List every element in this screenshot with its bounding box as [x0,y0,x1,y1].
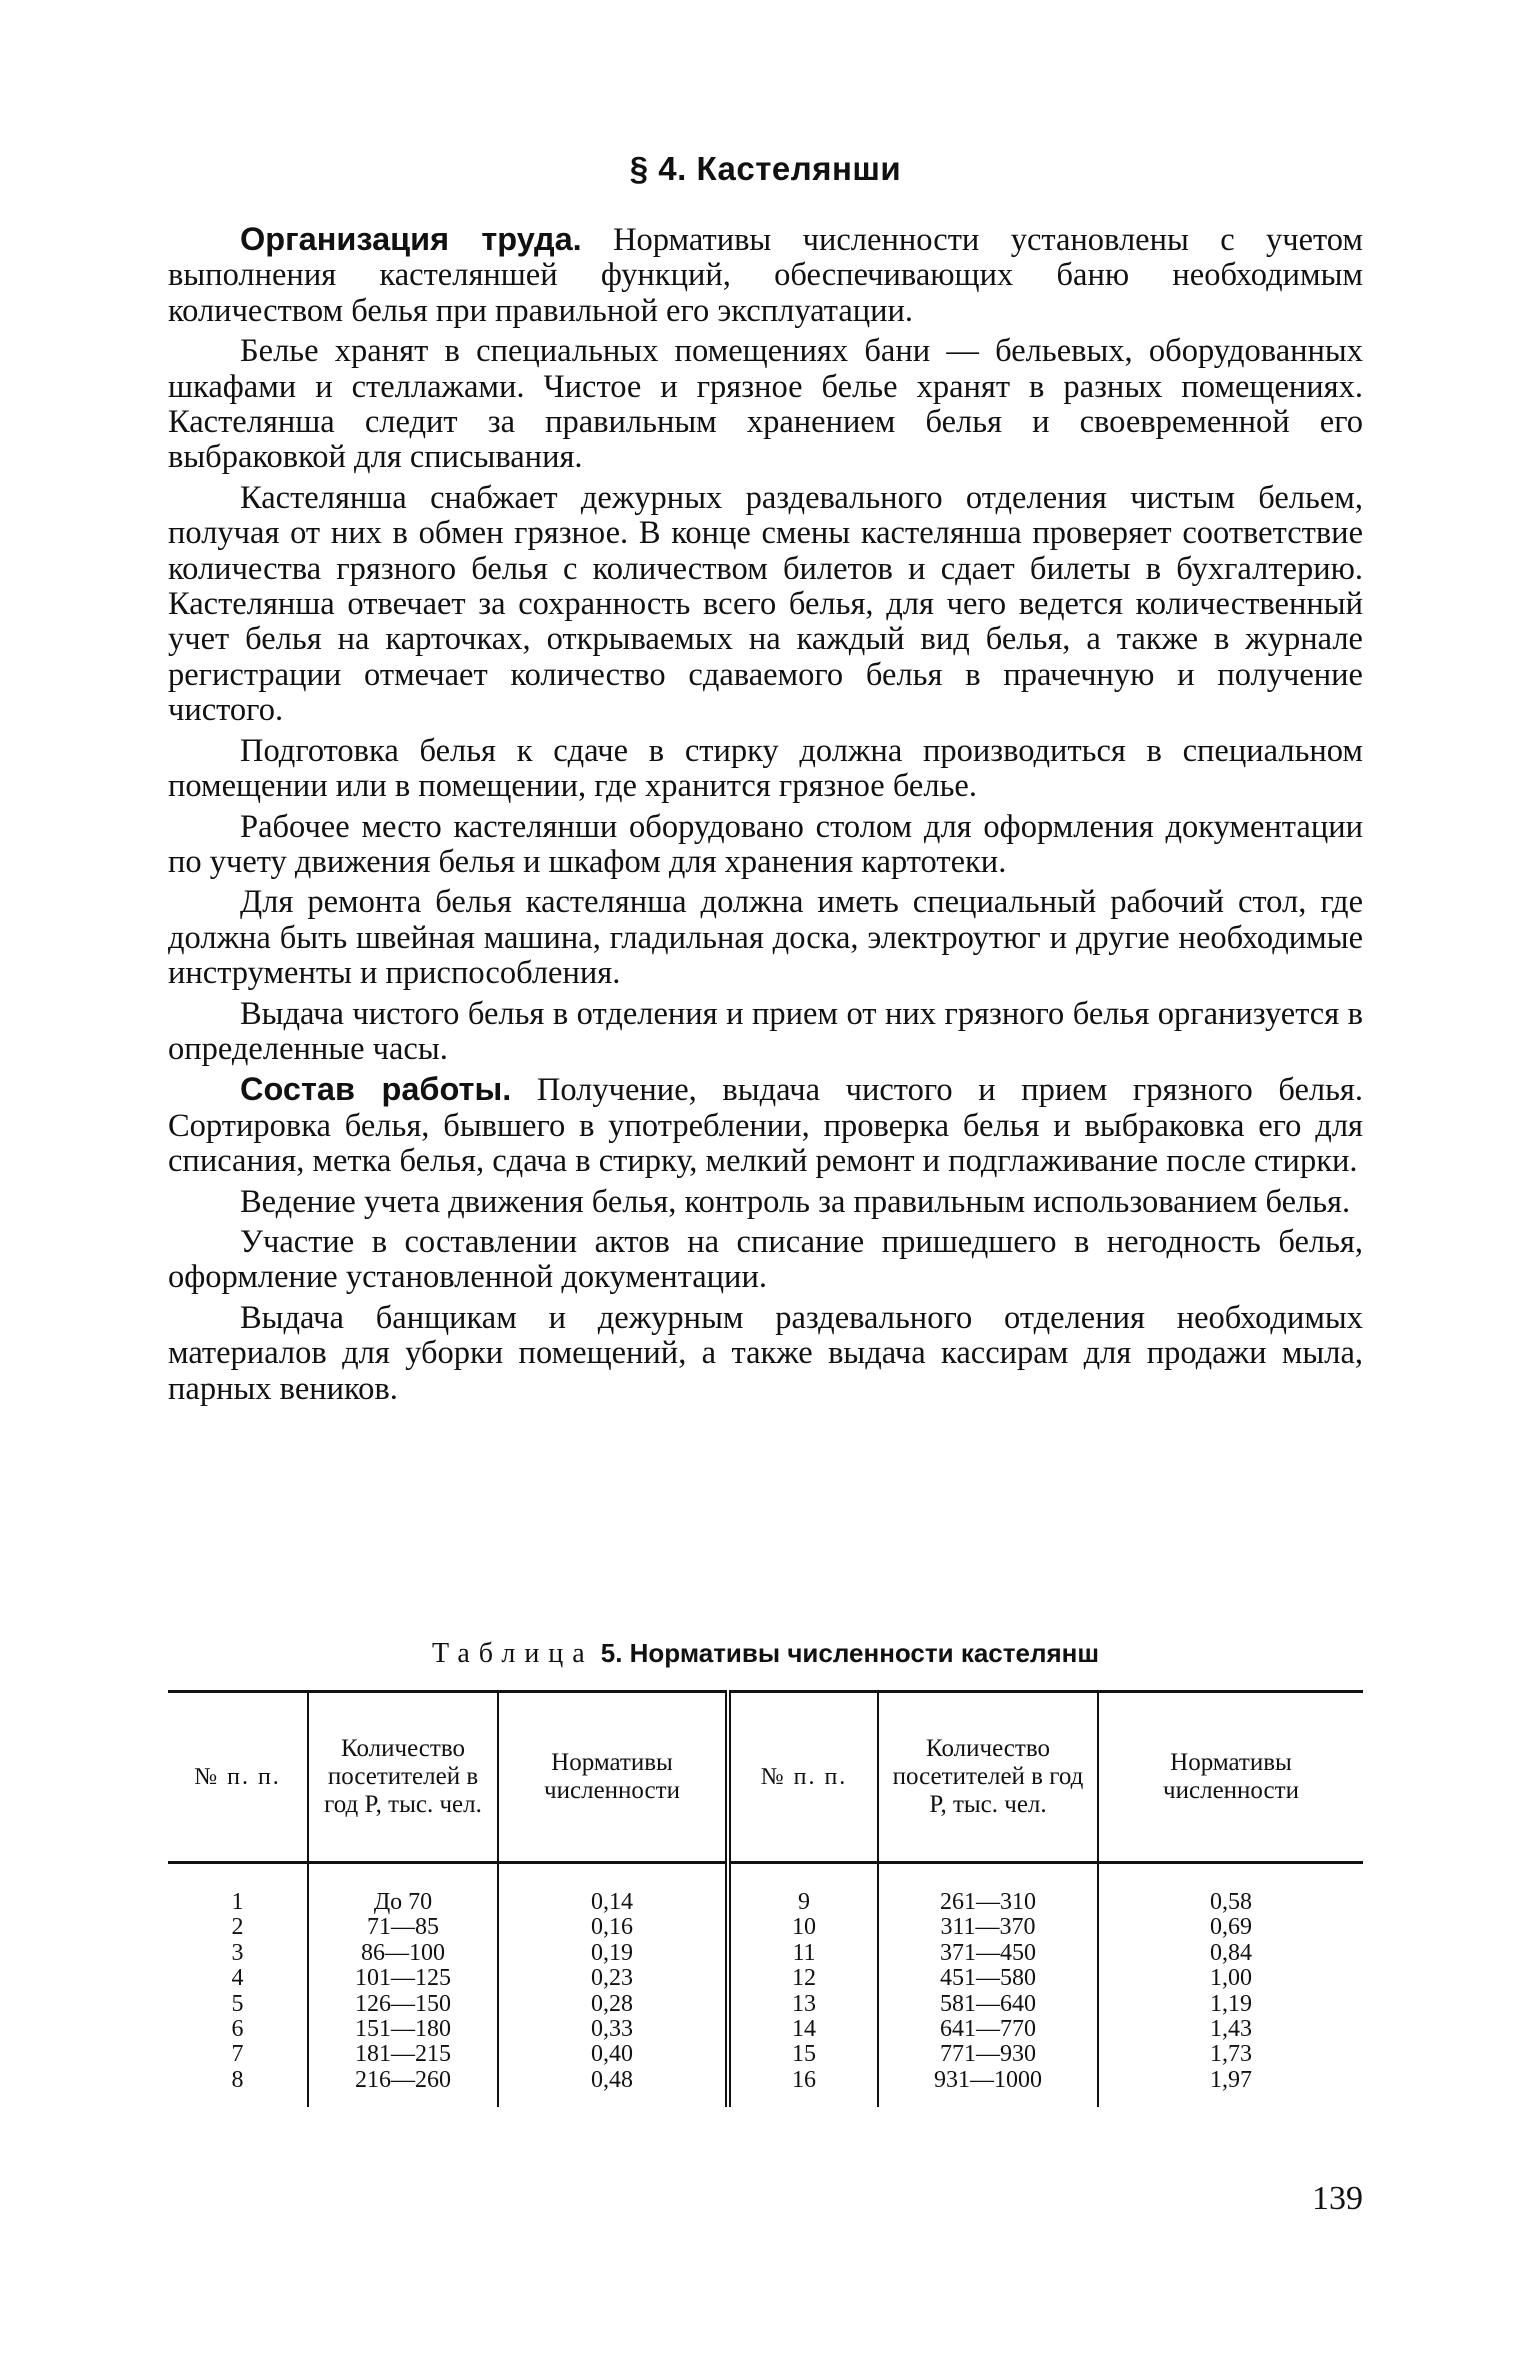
paragraph-text: Рабочее место кастелянши оборудовано столом для оформления документации по учету движения белья и шкафом для хранения картотеки. [168,808,1363,880]
paragraph [168,997,1363,1068]
paragraph [168,885,1363,991]
book-page [168,0,1363,2362]
visitors-cell [308,1863,498,2108]
table-caption-word: Таблица [431,1638,594,1669]
column-header-norms: Нормативы численности [498,1692,728,1863]
table-caption [168,1638,1363,1670]
cell-value: До 70 71—85 86—100 101—125 126—150 151—180 181—215 216—260 [355,1889,451,2093]
paragraph-lead: Состав работы. [240,1071,512,1108]
numbers-cell [168,1863,308,2108]
paragraph [168,1225,1363,1296]
paragraph [168,334,1363,476]
column-header-visitors: Количество посетителей в год P, тыс. чел. [308,1692,498,1863]
paragraph-text: Участие в составлении актов на списание пришедшего в негодность белья, оформление установленной документации. [168,1223,1363,1296]
paragraph-text: Подготовка белья к сдаче в стирку должна производиться в специальном помещении или в помещении, где хранится грязное белье. [168,732,1363,805]
page-number: 139 [1312,2180,1363,2217]
paragraph [168,1072,1363,1179]
cell-value: 9 10 11 12 13 14 15 16 [792,1889,816,2093]
paragraph-text: Получение, выдача чистого и прием грязного белья. Сортировка белья, бывшего в употреблении, проверка белья и выбраковка его для списания, метка белья, сдача в стирку, мелкий ремонт и подглаживание после стирки. [168,1072,1363,1180]
paragraph [168,1185,1363,1220]
paragraph [168,222,1363,329]
table-caption-title: 5. Нормативы численности кастелянш [600,1638,1100,1668]
paragraph-text: Кастелянша снабжает дежурных раздевального отделения чистым бельем, получая от них в обмен грязное. В конце смены кастелянша проверяет соответствие количества грязного белья с количеством билетов и сдает билеты в бухгалтерию. Кастелянша отвечает за сохранность всего белья, для чего ведется количественный учет белья на карточках, открываемых на каждый вид белья, а также в журнале регистрации отмечает количество сдаваемого белья в прачечную и получение чистого. [168,479,1363,729]
norms-table [168,1690,1363,2107]
column-header-number: № п. п. [168,1692,308,1863]
cell-value: 261—310 311—370 371—450 451—580 581—640 641—770 771—930 931—1000 [934,1889,1042,2093]
norms-cell [498,1863,728,2108]
paragraph-text: Выдача чистого белья в отделения и прием от них грязного белья организуется в определенные часы. [168,995,1363,1067]
cell-value: 0,14 0,16 0,19 0,23 0,28 0,33 0,40 0,48 [591,1889,633,2093]
table-header-row [168,1692,1363,1863]
norms-cell [1098,1863,1363,2108]
section-heading: § 4. Кастелянши [629,150,902,187]
column-header-visitors: Количество посетителей в год P, тыс. чел. [878,1692,1098,1863]
paragraph-text: Нормативы численности установлены с учетом выполнения кастеляншей функций, обеспечивающих баню необходимым количеством белья при правильной его эксплуатации. [168,222,1363,329]
paragraph [168,1301,1363,1407]
column-header-norms: Нормативы численности [1098,1692,1363,1863]
paragraph-text: Для ремонта белья кастелянша должна иметь специальный рабочий стол, где должна быть швейная машина, гладильная доска, электроутюг и другие необходимые инструменты и приспособления. [168,884,1363,992]
table-body-row [168,1863,1363,2108]
paragraph-text: Выдача банщикам и дежурным раздевального отделения необходимых материалов для уборки помещений, а также выдача кассирам для продажи мыла, парных веников. [168,1299,1363,1407]
paragraph [168,810,1363,881]
numbers-cell [728,1863,878,2108]
paragraph [168,734,1363,805]
paragraph [168,481,1363,729]
body-text [168,222,1363,1412]
paragraph-text: Белье хранят в специальных помещениях бани — бельевых, оборудованных шкафами и стеллажами. Чистое и грязное белье хранят в разных помещениях. Кастелянша следит за правильным хранением белья и своевременной его выбраковкой для списывания. [168,333,1363,476]
paragraph-lead: Организация труда. [240,221,582,257]
paragraph-text: Ведение учета движения белья, контроль за правильным использованием белья. [240,1183,1351,1220]
cell-value: 1 2 3 4 5 6 7 8 [231,1889,244,2093]
visitors-cell [878,1863,1098,2108]
column-header-number: № п. п. [728,1692,878,1863]
cell-value: 0,58 0,69 0,84 1,00 1,19 1,43 1,73 1,97 [1210,1889,1252,2093]
